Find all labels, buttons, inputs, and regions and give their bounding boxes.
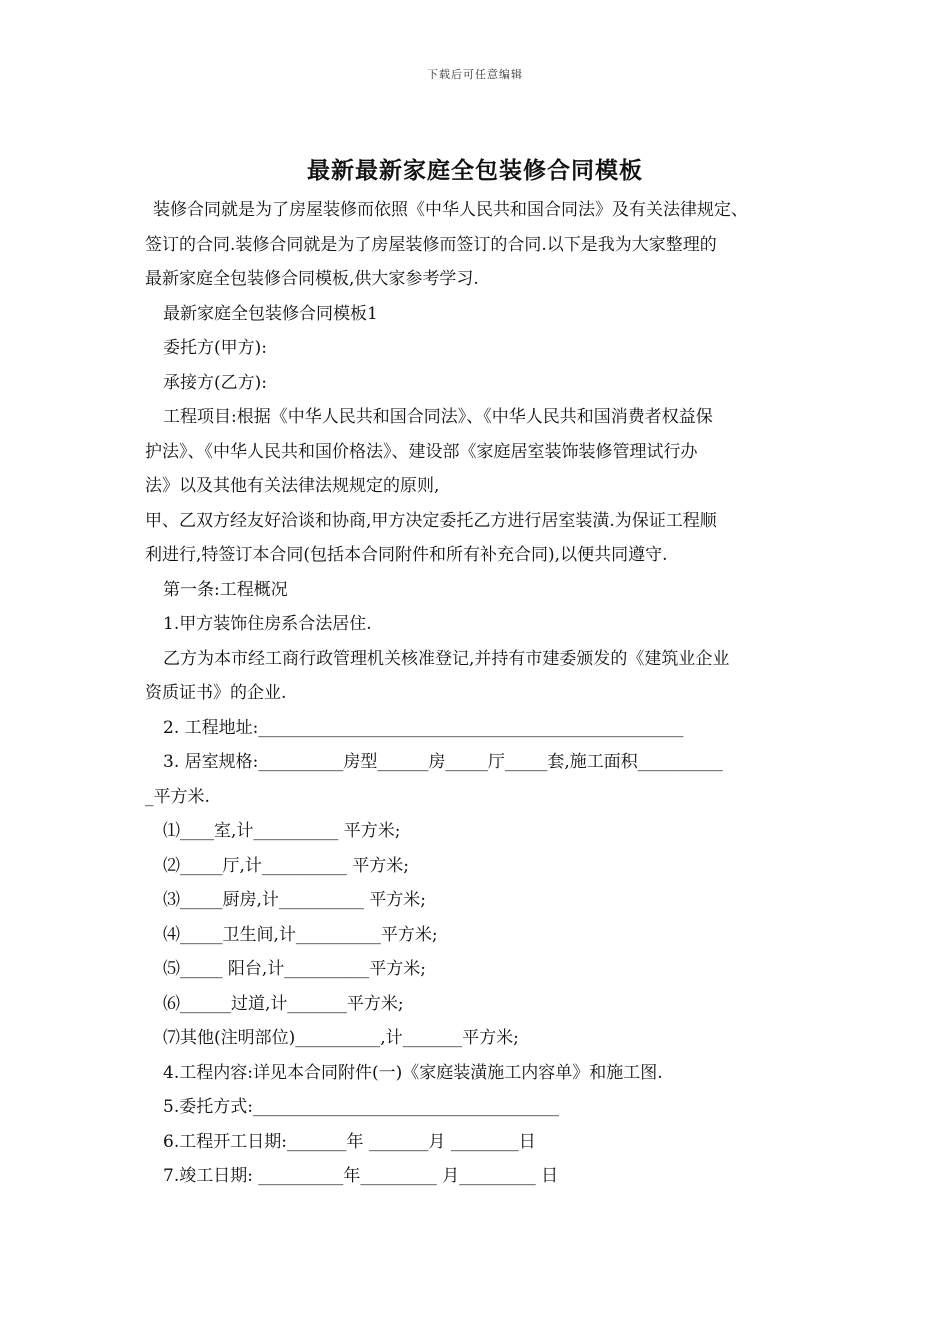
body-line: ⑷_____卫生间,计__________平方米; bbox=[163, 924, 438, 945]
body-line: 法》以及其他有关法律法规规定的原则, bbox=[145, 476, 440, 496]
body-line: 2. 工程地址:__________________________________________________ bbox=[163, 717, 684, 738]
body-line: 1.甲方装饰住房系合法居住. bbox=[163, 614, 372, 634]
body-line: 3. 居室规格:__________房型______房_____厅_____套,施工面积__________ bbox=[163, 752, 723, 772]
body-line: 6.工程开工日期:_______年 _______月 ________日 bbox=[163, 1131, 536, 1152]
body-line: ⑴____室,计__________ 平方米; bbox=[163, 821, 401, 841]
body-line: 装修合同就是为了房屋装修而依照《中华人民共和国合同法》及有关法律规定、 bbox=[153, 200, 748, 220]
document-title: 最新最新家庭全包装修合同模板 bbox=[307, 157, 643, 184]
document-body bbox=[145, 193, 815, 1194]
body-line: 甲、乙双方经友好洽谈和协商,甲方决定委托乙方进行居室装潢.为保证工程顺 bbox=[145, 510, 717, 531]
body-line: 资质证书》的企业. bbox=[145, 683, 287, 703]
body-line: 承接方(乙方): bbox=[163, 372, 267, 393]
body-line: 最新家庭全包装修合同模板1 bbox=[163, 303, 378, 324]
body-line: 乙方为本市经工商行政管理机关核准登记,并持有市建委颁发的《建筑业企业 bbox=[163, 648, 730, 669]
body-line: ⑸_____ 阳台,计__________平方米; bbox=[163, 959, 427, 979]
body-line: 7.竣工日期: __________年_________ 月_________ 日 bbox=[163, 1166, 559, 1186]
body-line: _平方米. bbox=[145, 786, 210, 807]
body-line: 4.工程内容:详见本合同附件(一)《家庭装潢施工内容单》和施工图. bbox=[163, 1062, 663, 1083]
body-line: 护法》、《中华人民共和国价格法》、建设部《家庭居室装饰装修管理试行办 bbox=[145, 441, 698, 462]
body-line: ⑺其他(注明部位)__________,计_______平方米; bbox=[163, 1028, 519, 1048]
body-line: ⑹______过道,计_______平方米; bbox=[163, 993, 404, 1014]
body-line: 签订的合同.装修合同就是为了房屋装修而签订的合同.以下是我为大家整理的 bbox=[145, 234, 717, 255]
body-line: 第一条:工程概况 bbox=[163, 579, 288, 600]
body-line: 委托方(甲方): bbox=[163, 338, 267, 358]
header-note: 下载后可任意编辑 bbox=[427, 68, 523, 81]
body-line: ⑵_____厅,计__________ 平方米; bbox=[163, 855, 410, 876]
body-line: 最新家庭全包装修合同模板,供大家参考学习. bbox=[145, 269, 479, 289]
body-line: 5.委托方式:____________________________________ bbox=[163, 1097, 559, 1117]
body-line: 利进行,特签订本合同(包括本合同附件和所有补充合同),以便共同遵守. bbox=[145, 545, 668, 565]
body-line: 工程项目:根据《中华人民共和国合同法》、《中华人民共和国消费者权益保 bbox=[163, 407, 713, 427]
body-line: ⑶_____厨房,计__________ 平方米; bbox=[163, 890, 427, 910]
